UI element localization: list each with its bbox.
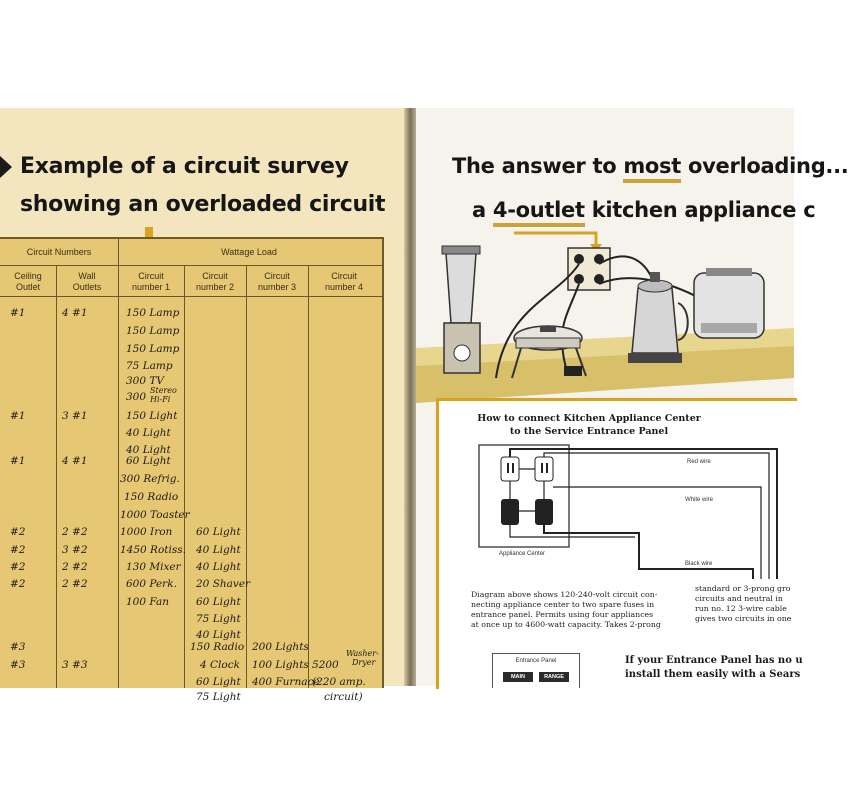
left-page	[0, 108, 408, 703]
circuit1-cell: 150 Light	[126, 410, 178, 422]
ceiling-cell: #2	[10, 561, 26, 573]
circuit-numbers-header: Circuit Numbers	[26, 247, 92, 257]
circuit1-cell: 600 Perk.	[126, 578, 177, 590]
circuit1-cell: 1000 Toaster	[120, 509, 190, 521]
col-ceiling-outlet: Ceiling Outlet	[14, 271, 42, 292]
circuit1-cell: 150 Radio	[190, 641, 245, 653]
circuit2-cell: 60 Light	[196, 596, 241, 608]
panel-main-tag: MAIN	[503, 672, 533, 682]
col-circuit-4: Circuit number 4	[324, 271, 364, 292]
circuit2-cell: 400 Furnace	[252, 676, 320, 688]
circuit4-cell: Dryer	[352, 658, 376, 667]
wall-cell: 3 #1	[62, 410, 88, 422]
circuit2-cell: 40 Light	[196, 629, 241, 641]
wall-cell: 4 #1	[62, 455, 88, 467]
ceiling-cell: #2	[10, 544, 26, 556]
left-headline-line1: Example of a circuit survey	[20, 154, 349, 179]
caption-left: Diagram above shows 120-240-volt circuit con- necting appliance center to two spare fuses in entrance panel. Permits using four appliances at once up to 4600-watt capacity. Takes 2-prong	[471, 590, 661, 629]
bottom-callout-line2: install them easily with a Sears	[625, 669, 801, 680]
entrance-panel-label: Entrance Panel	[515, 658, 557, 664]
wattage-load-header: Wattage Load	[221, 247, 277, 257]
ceiling-cell: #1	[10, 410, 26, 422]
triangle-bullet-icon	[0, 156, 12, 178]
circuit1-cell: 75 Lamp	[126, 360, 173, 372]
appliance-center-label: Appliance Center	[499, 551, 546, 557]
circuit1-cell: 300 TV	[126, 375, 164, 387]
circuit3-cell: 200 Lights	[252, 641, 309, 653]
right-headline-line1: The answer to most overloading...	[452, 154, 848, 178]
circuit1-cell: 75 Light	[196, 691, 241, 703]
circuit2-cell: 60 Light	[196, 526, 241, 538]
circuit4-cell: (220 amp.	[312, 676, 366, 688]
circuit2-cell: 40 Light	[196, 561, 241, 573]
circuit4-cell: Washer-	[346, 649, 379, 658]
circuit4-cell: 5200	[312, 659, 339, 671]
circuit-survey-table	[0, 237, 384, 703]
right-headline-line2: a 4-outlet kitchen appliance c	[472, 198, 815, 222]
circuit3-cell: 100 Lights	[252, 659, 309, 671]
circuit2-cell: 20 Shaver	[196, 578, 251, 590]
wiring-diagram	[436, 398, 803, 689]
diagram-title-line1: How to connect Kitchen Appliance Center	[477, 413, 701, 424]
outlet-3	[574, 274, 584, 284]
white-wire-label: White wire	[685, 497, 714, 503]
circuit1-cell: Hi-Fi	[150, 395, 171, 404]
diagram-title-line2: to the Service Entrance Panel	[509, 426, 669, 437]
circuit1-cell: 300 Refrig.	[120, 473, 180, 485]
circuit1-cell: 150 Lamp	[126, 343, 180, 355]
wall-cell: 3 #3	[62, 659, 88, 671]
circuit1-cell: 100 Fan	[126, 596, 169, 608]
caption-right: standard or 3-prong gro circuits and neutral in run no. 12 3-wire cable gives two circuits in one	[695, 584, 792, 623]
wall-cell: 2 #2	[62, 578, 88, 590]
circuit1-cell: Stereo	[150, 386, 177, 395]
circuit1-cell: 4 Clock	[200, 659, 240, 671]
bottom-callout-line1: If your Entrance Panel has no u	[625, 655, 803, 666]
circuit4-cell: circuit)	[324, 691, 363, 703]
circuit1-cell: 1450 Rotiss.	[120, 544, 186, 556]
panel-range-tag: RANGE	[539, 672, 569, 682]
outlet-1	[574, 254, 584, 264]
ceiling-cell: #3	[10, 641, 26, 653]
circuit1-cell: 60 Light	[196, 676, 241, 688]
circuit1-cell: 130 Mixer	[126, 561, 181, 573]
circuit1-cell: 40 Light	[126, 427, 171, 439]
circuit1-cell: 150 Lamp	[126, 307, 180, 319]
circuit1-cell: 150 Radio	[124, 491, 179, 503]
circuit2-cell: 75 Light	[196, 613, 241, 625]
wall-cell: 3 #2	[62, 544, 88, 556]
circuit1-cell: 1000 Iron	[120, 526, 173, 538]
circuit1-cell: 40 Light	[126, 444, 171, 456]
ceiling-cell: #1	[10, 307, 26, 319]
col-circuit-1: Circuit number 1	[131, 271, 171, 292]
right-page	[416, 108, 848, 686]
wall-cell: 2 #2	[62, 561, 88, 573]
circuit1-cell: 300	[126, 391, 147, 403]
wall-cell: 2 #2	[62, 526, 88, 538]
col-circuit-3: Circuit number 3	[257, 271, 297, 292]
circuit1-cell: 150 Lamp	[126, 325, 180, 337]
ceiling-cell: #1	[10, 455, 26, 467]
ceiling-cell: #3	[10, 659, 26, 671]
wiring-schematic	[439, 439, 797, 579]
kitchen-appliances-illustration	[416, 228, 794, 403]
wall-cell: 4 #1	[62, 307, 88, 319]
col-circuit-2: Circuit number 2	[195, 271, 235, 292]
ceiling-cell: #2	[10, 578, 26, 590]
col-wall-outlets: Wall Outlets	[72, 271, 102, 292]
black-wire-label: Black wire	[685, 561, 713, 567]
red-wire-label: Red wire	[687, 459, 711, 465]
entrance-panel	[492, 653, 580, 688]
left-headline-line2: showing an overloaded circuit	[20, 192, 386, 217]
ceiling-cell: #2	[10, 526, 26, 538]
circuit2-cell: 40 Light	[196, 544, 241, 556]
circuit1-cell: 60 Light	[126, 455, 171, 467]
